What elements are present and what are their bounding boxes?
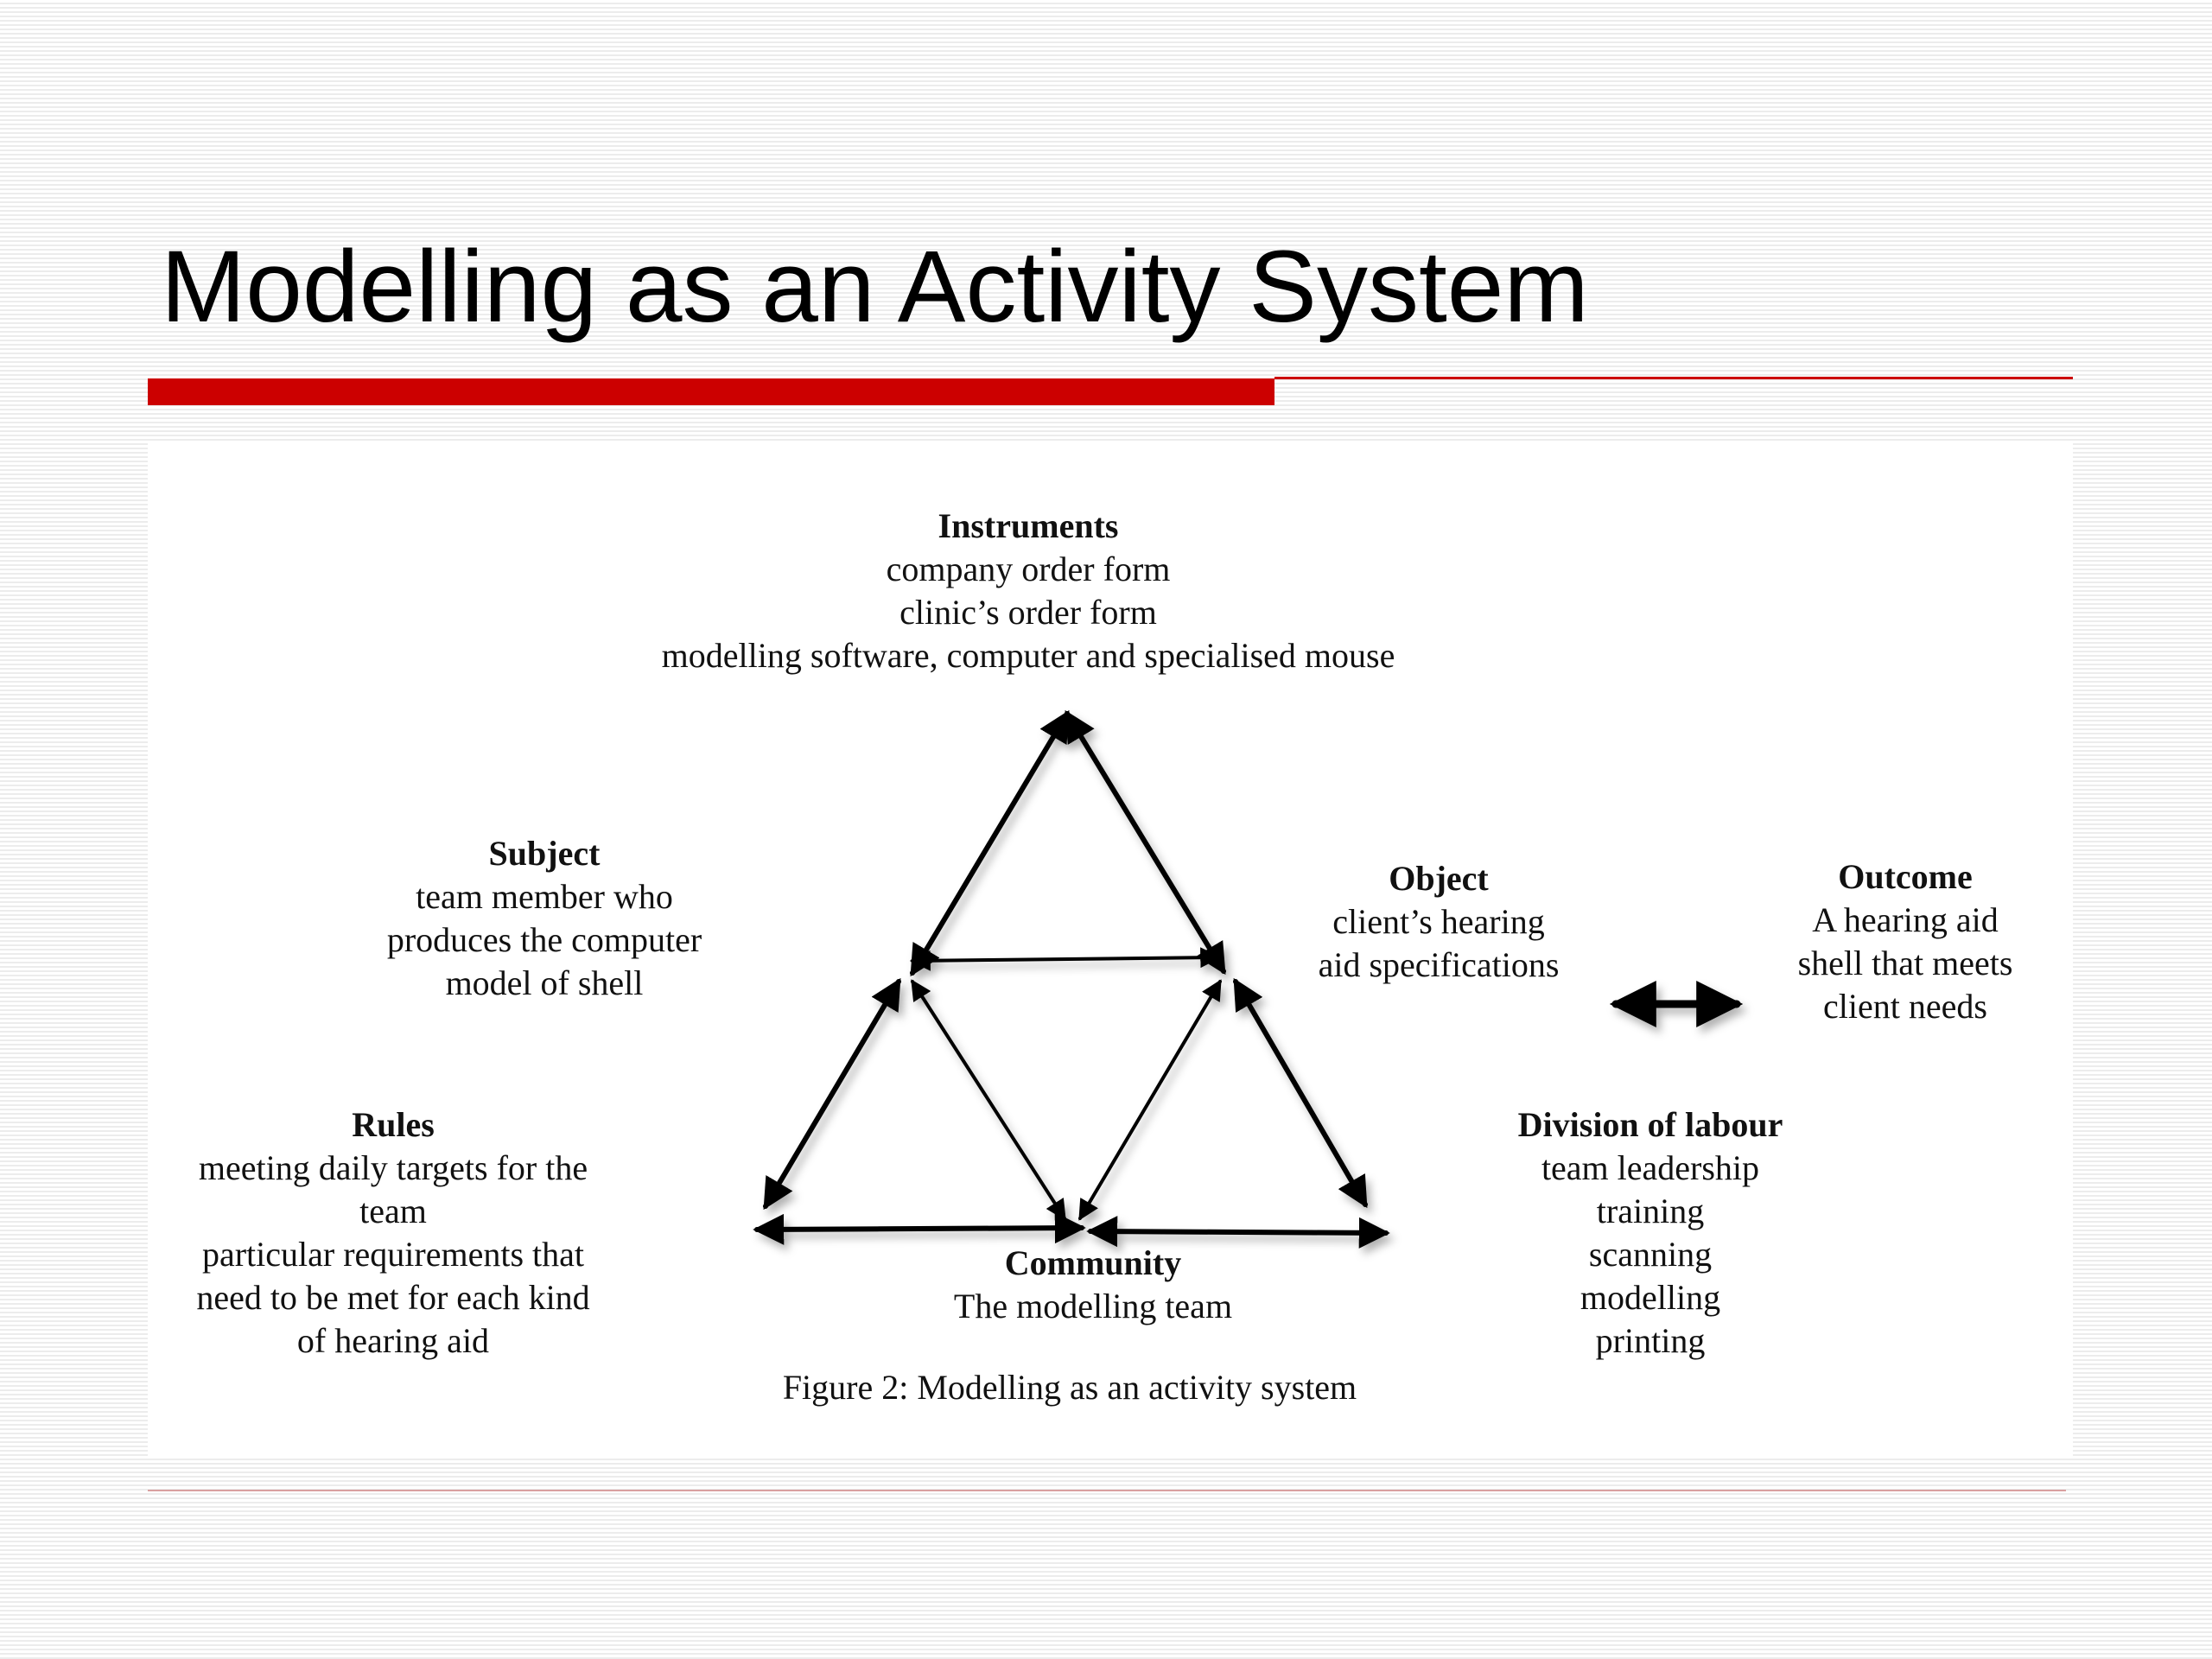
arrow-subject-object bbox=[912, 957, 1218, 961]
object-line-1: client’s hearing bbox=[1332, 902, 1545, 941]
instruments-line-2: clinic’s order form bbox=[899, 593, 1157, 632]
division-of-labour-label bbox=[1460, 1103, 1840, 1363]
subject-line-2: produces the computer bbox=[386, 920, 702, 959]
instruments-line-1: company order form bbox=[886, 550, 1171, 588]
outcome-line-3: client needs bbox=[1823, 987, 1987, 1026]
arrow-object-community bbox=[1080, 982, 1220, 1218]
subject-line-1: team member who bbox=[416, 877, 673, 916]
rules-heading: Rules bbox=[352, 1105, 435, 1144]
arrow-instruments-object bbox=[1067, 714, 1224, 971]
division-line-2: training bbox=[1596, 1192, 1705, 1230]
instruments-heading: Instruments bbox=[938, 506, 1119, 545]
outcome-line-1: A hearing aid bbox=[1812, 900, 1999, 939]
object-line-2: aid specifications bbox=[1318, 945, 1560, 984]
outcome-heading: Outcome bbox=[1838, 857, 1973, 896]
arrow-subject-rules bbox=[766, 982, 899, 1206]
rules-label bbox=[164, 1103, 622, 1363]
community-label bbox=[907, 1242, 1279, 1328]
instruments-line-3: modelling software, computer and specialised mouse bbox=[661, 636, 1395, 675]
community-line-1: The modelling team bbox=[953, 1287, 1233, 1325]
instruments-label bbox=[579, 505, 1478, 677]
object-label bbox=[1279, 857, 1599, 987]
division-line-3: scanning bbox=[1588, 1235, 1713, 1274]
rules-line-2: team bbox=[359, 1192, 427, 1230]
rules-line-1: meeting daily targets for the bbox=[198, 1148, 588, 1187]
community-heading: Community bbox=[1004, 1243, 1182, 1282]
object-heading: Object bbox=[1389, 859, 1489, 898]
figure-caption: Figure 2: Modelling as an activity system bbox=[782, 1368, 1357, 1407]
rules-line-3: particular requirements that bbox=[201, 1235, 585, 1274]
outcome-label bbox=[1763, 855, 2048, 1028]
division-line-5: printing bbox=[1595, 1321, 1706, 1360]
rules-line-5: of hearing aid bbox=[296, 1321, 490, 1360]
slide-title: Modelling as an Activity System bbox=[161, 230, 1589, 344]
arrow-instruments-subject bbox=[912, 714, 1067, 973]
division-line-4: modelling bbox=[1580, 1278, 1721, 1317]
subject-label bbox=[346, 832, 743, 1005]
rules-line-4: need to be met for each kind bbox=[196, 1278, 590, 1317]
arrow-object-division bbox=[1236, 982, 1365, 1205]
subject-line-3: model of shell bbox=[445, 963, 644, 1002]
arrow-community-division bbox=[1090, 1231, 1386, 1233]
arrow-rules-community bbox=[757, 1228, 1082, 1230]
bottom-rule bbox=[148, 1490, 2066, 1491]
subject-heading: Subject bbox=[488, 834, 601, 873]
division-line-1: team leadership bbox=[1541, 1148, 1760, 1187]
outcome-line-2: shell that meets bbox=[1797, 944, 2013, 982]
division-of-labour-heading: Division of labour bbox=[1517, 1105, 1783, 1144]
arrow-subject-community bbox=[912, 982, 1065, 1218]
